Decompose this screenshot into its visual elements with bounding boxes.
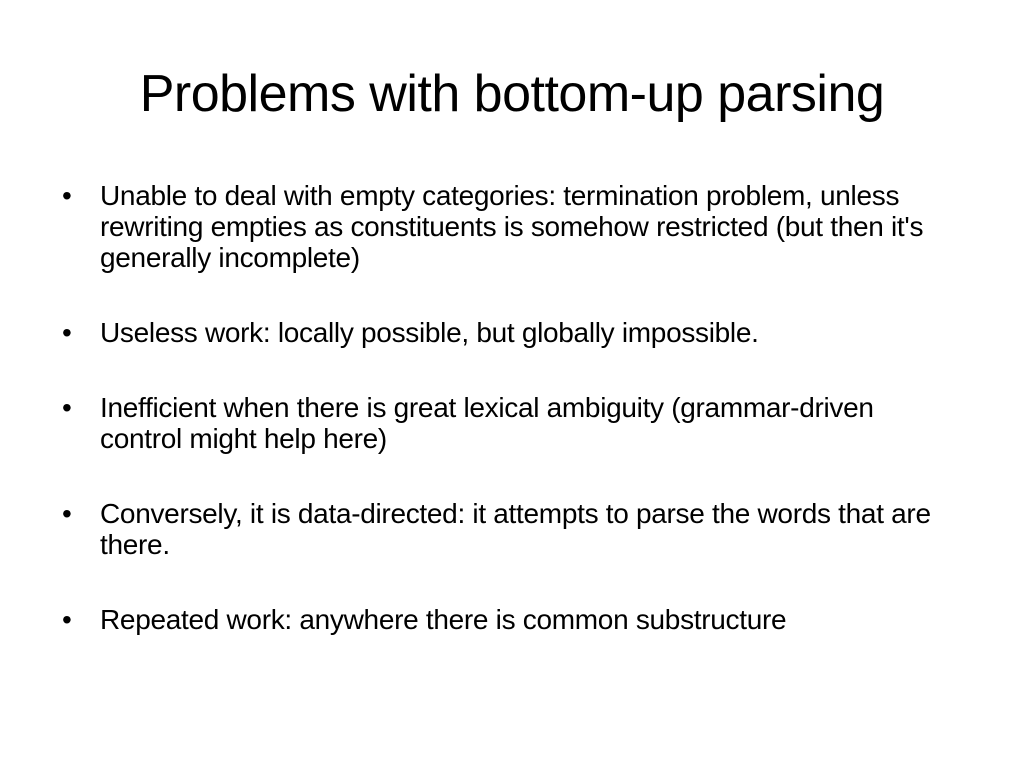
bullet-item [62,498,962,560]
bullet-icon: • [62,498,72,529]
bullet-icon: • [62,317,72,348]
bullet-item [62,392,962,454]
slide-title: Problems with bottom-up parsing [139,65,885,123]
bullet-text: Repeated work: anywhere there is common substructure [100,604,787,635]
bullet-text: Conversely, it is data-directed: it attempts to parse the words that are there. [100,498,931,560]
bullet-text: Unable to deal with empty categories: termination problem, unless rewriting empties as constituents is somehow restricted (but then it's generally incomplete) [100,180,924,273]
bullet-text: Inefficient when there is great lexical ambiguity (grammar-driven control might help here) [100,392,874,454]
bullet-list [62,180,962,679]
bullet-item [62,180,962,273]
bullet-item [62,317,962,348]
bullet-item [62,604,962,635]
bullet-icon: • [62,180,72,211]
bullet-text: Useless work: locally possible, but globally impossible. [100,317,759,348]
bullet-icon: • [62,604,72,635]
bullet-icon: • [62,392,72,423]
